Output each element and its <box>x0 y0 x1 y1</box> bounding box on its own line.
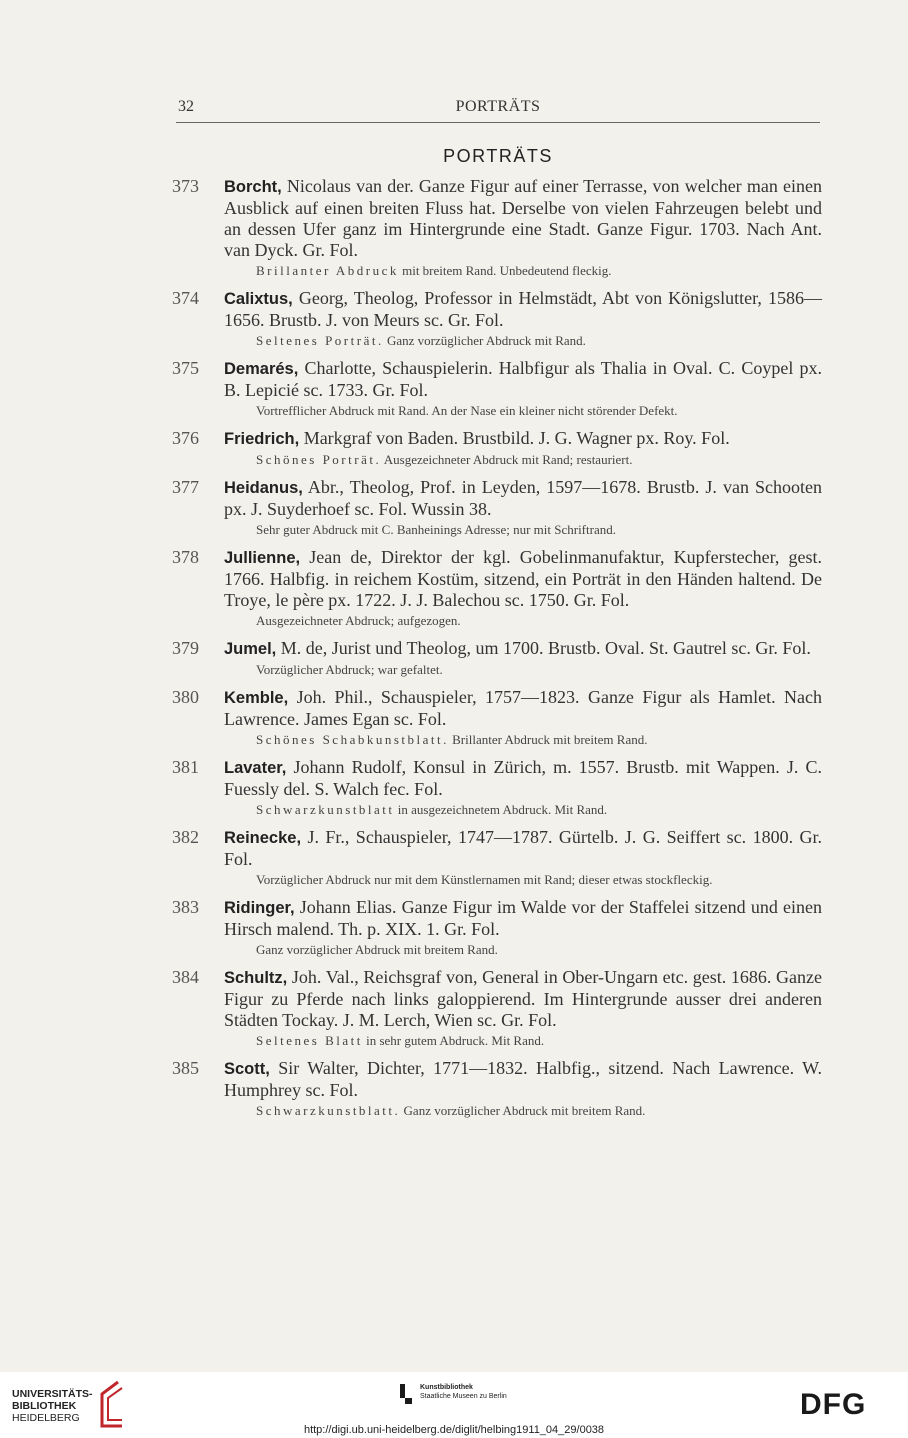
entry-name: Ridinger, <box>224 899 295 917</box>
footer-bar <box>0 1372 908 1438</box>
entry-note-text: Ausgezeichneter Abdruck; aufgezogen. <box>256 613 461 628</box>
entry-note-text: Brillanter Abdruck mit breitem Rand. <box>448 732 648 747</box>
entry-number: 382 <box>172 827 199 847</box>
entry-name: Jullienne, <box>224 549 301 567</box>
entry-note <box>224 1033 822 1048</box>
catalog-entries <box>172 176 822 1128</box>
entry-note <box>224 942 822 957</box>
entry-body: J. Fr., Schauspieler, 1747—1787. Gürtelb. J. G. Seiffert sc. 1800. Gr. Fol. <box>224 827 822 869</box>
dfg-logo[interactable]: DFG <box>800 1388 867 1421</box>
entry-text <box>224 176 822 261</box>
entry-text <box>224 967 822 1031</box>
entry-note <box>224 1103 822 1118</box>
entry-number: 374 <box>172 288 199 308</box>
entry-note-text: Ganz vorzüglicher Abdruck mit breitem Rand. <box>400 1103 646 1118</box>
entry-note-text: Vorzüglicher Abdruck nur mit dem Künstlernamen mit Rand; dieser etwas stockfleckig. <box>256 872 713 887</box>
entry-body: Jean de, Direktor der kgl. Gobelinmanufaktur, Kupferstecher, gest. 1766. Halbfig. in reichem Kostüm, sitzend, ein Porträt in den Händen haltend. De Troye, le père px. 1722. J. J. Balechou sc. 1750. Gr. Fol. <box>224 547 822 610</box>
entry-note-text: Vortrefflicher Abdruck mit Rand. An der Nase ein kleiner nicht störender Defekt. <box>256 403 678 418</box>
entry-number: 377 <box>172 477 199 497</box>
entry-note-spaced: Brillanter Abdruck <box>256 263 399 278</box>
entry-note-text: Ganz vorzüglicher Abdruck mit Rand. <box>383 333 586 348</box>
entry-name: Calixtus, <box>224 290 293 308</box>
uni-line-1: UNIVERSITÄTS- <box>12 1388 93 1400</box>
entry-note-text: Ganz vorzüglicher Abdruck mit breitem Rand. <box>256 942 498 957</box>
catalog-entry <box>172 547 822 628</box>
entry-name: Lavater, <box>224 759 287 777</box>
catalog-entry <box>172 176 822 278</box>
entry-number: 384 <box>172 967 199 987</box>
uni-line-2: BIBLIOTHEK <box>12 1400 77 1412</box>
entry-text <box>224 1058 822 1101</box>
entry-body: Nicolaus van der. Ganze Figur auf einer Terrasse, von welcher man einen Ausblick auf einen breiten Fluss hat. Derselbe von vielen Fahrzeugen belebt und an dessen Ufer ganz im Hintergrunde eine Stadt. Ganze Figur. 1703. Nach Ant. van Dyck. Gr. Fol. <box>224 176 822 260</box>
catalog-entry <box>172 967 822 1048</box>
catalog-entry <box>172 358 822 418</box>
entry-note-spaced: Schönes Porträt. <box>256 452 382 467</box>
entry-number: 383 <box>172 897 199 917</box>
entry-text <box>224 638 822 660</box>
entry-note-text: Ausgezeichneter Abdruck mit Rand; restauriert. <box>381 452 633 467</box>
entry-number: 385 <box>172 1058 199 1078</box>
catalog-entry <box>172 638 822 677</box>
catalog-entry <box>172 687 822 747</box>
entry-body: Joh. Phil., Schauspieler, 1757—1823. Ganze Figur als Hamlet. Nach Lawrence. James Egan sc. Fol. <box>224 687 822 729</box>
entry-body: Abr., Theolog, Prof. in Leyden, 1597—1678. Brustb. J. van Schooten px. J. Suyderhoef sc. Fol. Wussin 38. <box>224 477 822 519</box>
entry-note-spaced: Schwarzkunstblatt. <box>256 1103 401 1118</box>
entry-note-spaced: Seltenes Porträt. <box>256 333 384 348</box>
entry-note <box>224 522 822 537</box>
catalog-entry <box>172 897 822 957</box>
entry-body: Markgraf von Baden. Brustbild. J. G. Wagner px. Roy. Fol. <box>299 428 730 448</box>
entry-text <box>224 547 822 611</box>
entry-name: Jumel, <box>224 640 277 658</box>
header-rule <box>176 122 820 123</box>
entry-note-text: in ausgezeichnetem Abdruck. Mit Rand. <box>394 802 608 817</box>
entry-name: Borcht, <box>224 178 282 196</box>
kb-line-2: Staatliche Museen zu Berlin <box>420 1393 507 1400</box>
uni-line-3: HEIDELBERG <box>12 1412 80 1424</box>
entry-body: Johann Elias. Ganze Figur im Walde vor der Staffelei sitzend und einen Hirsch malend. Th. p. XIX. 1. Gr. Fol. <box>224 897 822 939</box>
university-library-logo[interactable] <box>12 1388 93 1424</box>
entry-body: Sir Walter, Dichter, 1771—1832. Halbfig., sitzend. Nach Lawrence. W. Humphrey sc. Fol. <box>224 1058 822 1100</box>
entry-body: Charlotte, Schauspielerin. Halbfigur als Thalia in Oval. C. Coypel px. B. Lepicié sc. 1733. Gr. Fol. <box>224 358 822 400</box>
entry-note-text: Sehr guter Abdruck mit C. Banheinings Adresse; nur mit Schriftrand. <box>256 522 616 537</box>
entry-text <box>224 288 822 331</box>
entry-note <box>224 263 822 278</box>
entry-body: Joh. Val., Reichsgraf von, General in Ober-Ungarn etc. gest. 1686. Ganze Figur zu Pferde nach links galoppierend. Im Hintergrunde ausser drei anderen Städten Tockay. J. M. Lerch, Wien sc. Gr. Fol. <box>224 967 822 1030</box>
entry-note-text: in sehr gutem Abdruck. Mit Rand. <box>362 1033 545 1048</box>
catalog-entry <box>172 288 822 348</box>
section-title: PORTRÄTS <box>443 146 553 166</box>
entry-note-text: mit breitem Rand. Unbedeutend fleckig. <box>398 263 612 278</box>
entry-note <box>224 802 822 817</box>
entry-note <box>224 403 822 418</box>
page-number: 32 <box>178 98 194 115</box>
entry-name: Scott, <box>224 1060 270 1078</box>
entry-name: Kemble, <box>224 689 289 707</box>
catalog-entry <box>172 757 822 817</box>
entry-body: M. de, Jurist und Theolog, um 1700. Brustb. Oval. St. Gautrel sc. Gr. Fol. <box>276 638 811 658</box>
page-url[interactable]: http://digi.ub.uni-heidelberg.de/diglit/helbing1911_04_29/0038 <box>303 1424 605 1436</box>
entry-note <box>224 732 822 747</box>
entry-note-spaced: Seltenes Blatt <box>256 1033 363 1048</box>
entry-number: 379 <box>172 638 199 658</box>
entry-name: Reinecke, <box>224 829 302 847</box>
entry-number: 376 <box>172 428 199 448</box>
entry-name: Heidanus, <box>224 479 303 497</box>
entry-note <box>224 452 822 467</box>
entry-number: 381 <box>172 757 199 777</box>
entry-text <box>224 358 822 401</box>
entry-number: 380 <box>172 687 199 707</box>
entry-number: 373 <box>172 176 199 196</box>
entry-note-spaced: Schönes Schabkunstblatt. <box>256 732 449 747</box>
catalog-entry <box>172 428 822 467</box>
entry-name: Friedrich, <box>224 430 300 448</box>
entry-text <box>224 477 822 520</box>
running-title: PORTRÄTS <box>455 98 541 115</box>
entry-note <box>224 872 822 887</box>
kunstbibliothek-logo[interactable] <box>420 1383 507 1401</box>
entry-note <box>224 333 822 348</box>
catalog-entry <box>172 827 822 887</box>
entry-number: 378 <box>172 547 199 567</box>
entry-text <box>224 897 822 940</box>
kunstbibliothek-icon <box>398 1384 414 1406</box>
entry-body: Georg, Theolog, Professor in Helmstädt, Abt von Königslutter, 1586—1656. Brustb. J. von Meurs sc. Gr. Fol. <box>224 288 822 330</box>
library-bracket-icon <box>96 1380 126 1430</box>
entry-name: Demarés, <box>224 360 299 378</box>
entry-note-spaced: Schwarzkunstblatt <box>256 802 395 817</box>
entry-note <box>224 662 822 677</box>
catalog-entry <box>172 477 822 537</box>
entry-note-text: Vorzüglicher Abdruck; war gefaltet. <box>256 662 443 677</box>
entry-text <box>224 428 822 450</box>
entry-body: Johann Rudolf, Konsul in Zürich, m. 1557. Brustb. mit Wappen. J. C. Fuessly del. S. Walch fec. Fol. <box>224 757 822 799</box>
entry-text <box>224 827 822 870</box>
entry-number: 375 <box>172 358 199 378</box>
entry-note <box>224 613 822 628</box>
entry-name: Schultz, <box>224 969 288 987</box>
kb-line-1: Kunstbibliothek <box>420 1384 473 1391</box>
entry-text <box>224 757 822 800</box>
entry-text <box>224 687 822 730</box>
catalog-entry <box>172 1058 822 1118</box>
